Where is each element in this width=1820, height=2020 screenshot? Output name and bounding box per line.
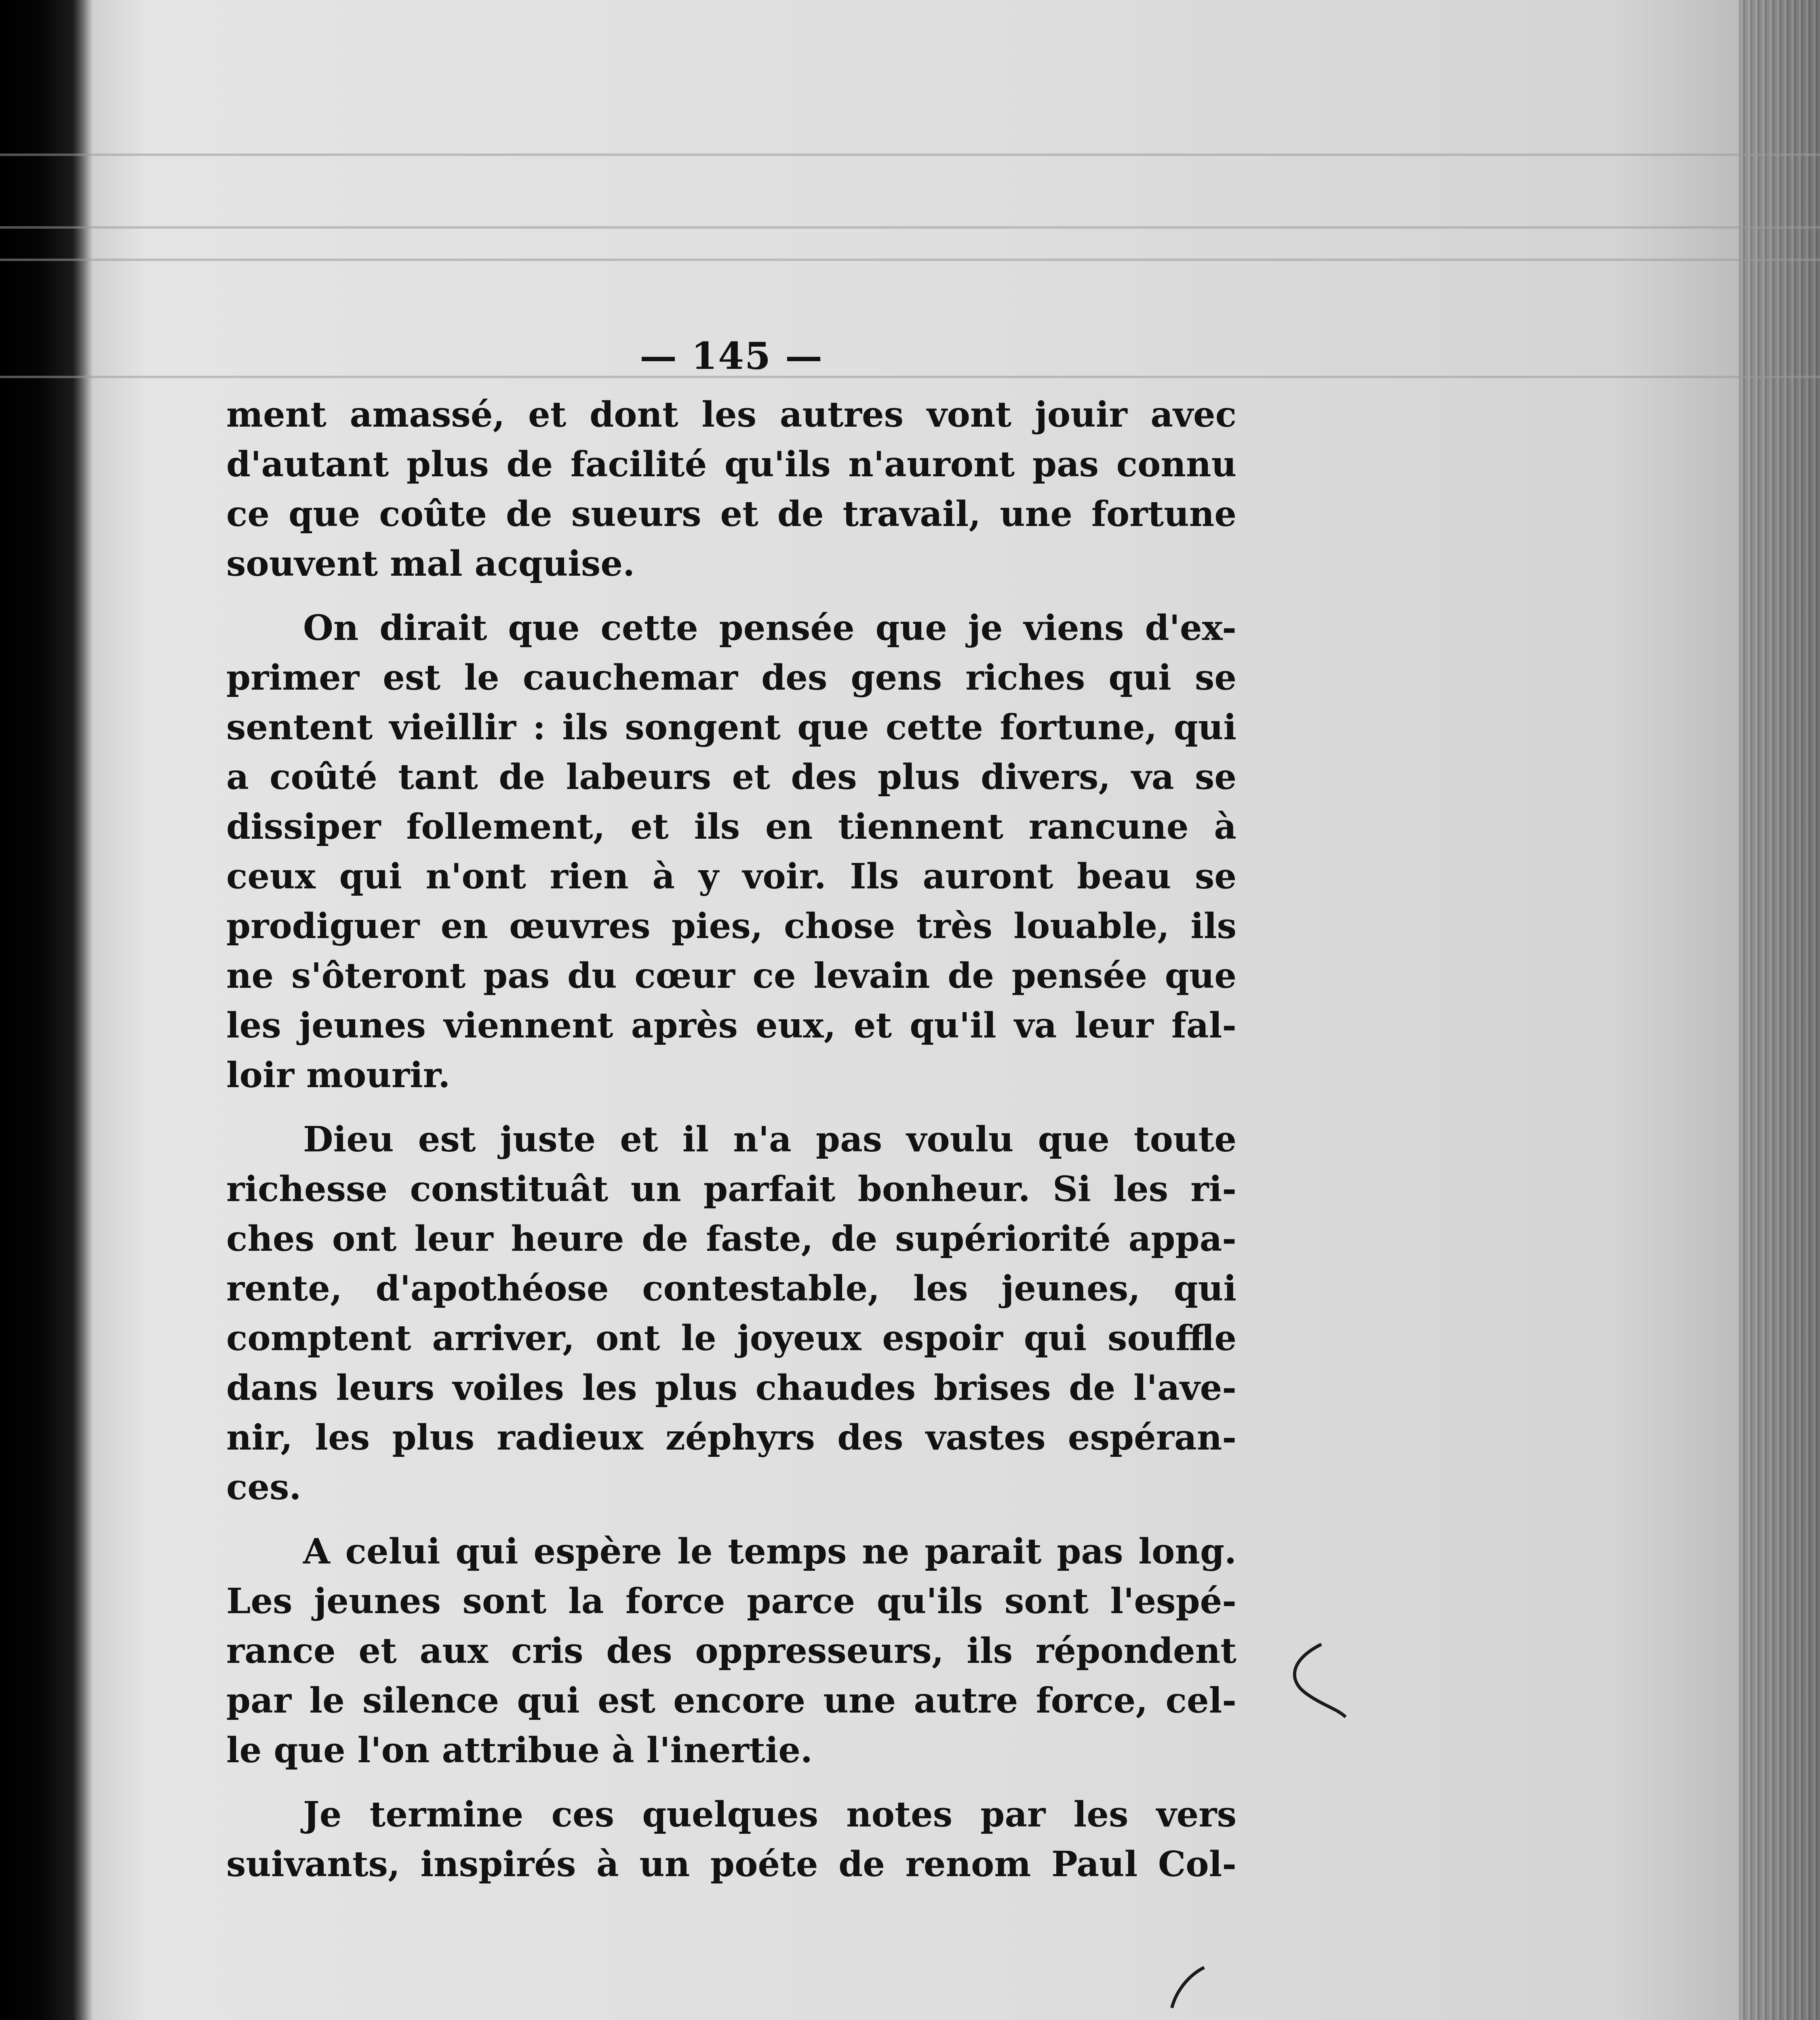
text-line: loir mourir. bbox=[226, 1055, 451, 1096]
text-line: ches ont leur heure de faste, de supériorité appa- bbox=[226, 1218, 1237, 1259]
margin-pencil-mark bbox=[1273, 1636, 1354, 1725]
text-line: le que l'on attribue à l'inertie. bbox=[226, 1730, 813, 1771]
paragraph-4 bbox=[226, 1527, 1237, 1775]
text-line: Les jeunes sont la force parce qu'ils sont l'espé- bbox=[226, 1581, 1237, 1622]
page-edges bbox=[1739, 0, 1820, 2020]
text-line: A celui qui espère le temps ne parait pas long. bbox=[303, 1531, 1237, 1572]
text-line: ne s'ôteront pas du cœur ce levain de pensée que bbox=[226, 955, 1237, 996]
text-line: rente, d'apothéose contestable, les jeunes, qui bbox=[226, 1268, 1237, 1309]
text-line: ces. bbox=[226, 1467, 301, 1508]
text-line: comptent arriver, ont le joyeux espoir qui souffle bbox=[226, 1318, 1237, 1359]
margin-pencil-mark bbox=[1164, 1963, 1212, 2012]
text-line: par le silence qui est encore une autre force, cel- bbox=[226, 1680, 1237, 1721]
paragraph-2 bbox=[226, 603, 1237, 1100]
scan-streak bbox=[0, 154, 1820, 156]
text-line: dans leurs voiles les plus chaudes brises de l'ave- bbox=[226, 1368, 1237, 1408]
text-line: nir, les plus radieux zéphyrs des vastes espéran- bbox=[226, 1417, 1237, 1458]
scan-streak bbox=[0, 226, 1820, 229]
text-line: sentent vieillir : ils songent que cette fortune, qui bbox=[226, 707, 1237, 748]
text-line: Dieu est juste et il n'a pas voulu que toute bbox=[303, 1119, 1237, 1160]
text-line: ce que coûte de sueurs et de travail, une fortune bbox=[226, 494, 1237, 534]
text-line: ceux qui n'ont rien à y voir. Ils auront beau se bbox=[226, 856, 1237, 897]
text-line: suivants, inspirés à un poéte de renom Paul Col- bbox=[226, 1844, 1237, 1885]
scan-streak bbox=[0, 259, 1820, 261]
book-gutter-shadow bbox=[0, 0, 93, 2020]
text-line: a coûté tant de labeurs et des plus divers, va se bbox=[226, 757, 1237, 797]
text-line: richesse constituât un parfait bonheur. Si les ri- bbox=[226, 1169, 1237, 1210]
text-line: souvent mal acquise. bbox=[226, 543, 635, 584]
page-number: — 145 — bbox=[639, 334, 824, 378]
text-line: rance et aux cris des oppresseurs, ils répondent bbox=[226, 1631, 1237, 1671]
text-line: prodiguer en œuvres pies, chose très louable, ils bbox=[226, 906, 1237, 947]
text-line: dissiper follement, et ils en tiennent rancune à bbox=[226, 806, 1237, 847]
text-line: primer est le cauchemar des gens riches qui se bbox=[226, 657, 1237, 698]
text-line: d'autant plus de facilité qu'ils n'auront pas connu bbox=[226, 444, 1237, 485]
text-line: On dirait que cette pensée que je viens d'ex- bbox=[303, 608, 1237, 648]
text-line: ment amassé, et dont les autres vont jouir avec bbox=[226, 394, 1237, 435]
paragraph-1 bbox=[226, 390, 1237, 589]
page-text-block bbox=[226, 331, 1237, 1904]
paragraph-5 bbox=[226, 1790, 1237, 1889]
text-line: Je termine ces quelques notes par les vers bbox=[303, 1794, 1237, 1835]
paragraph-3 bbox=[226, 1115, 1237, 1512]
text-line: les jeunes viennent après eux, et qu'il va leur fal- bbox=[226, 1005, 1237, 1046]
